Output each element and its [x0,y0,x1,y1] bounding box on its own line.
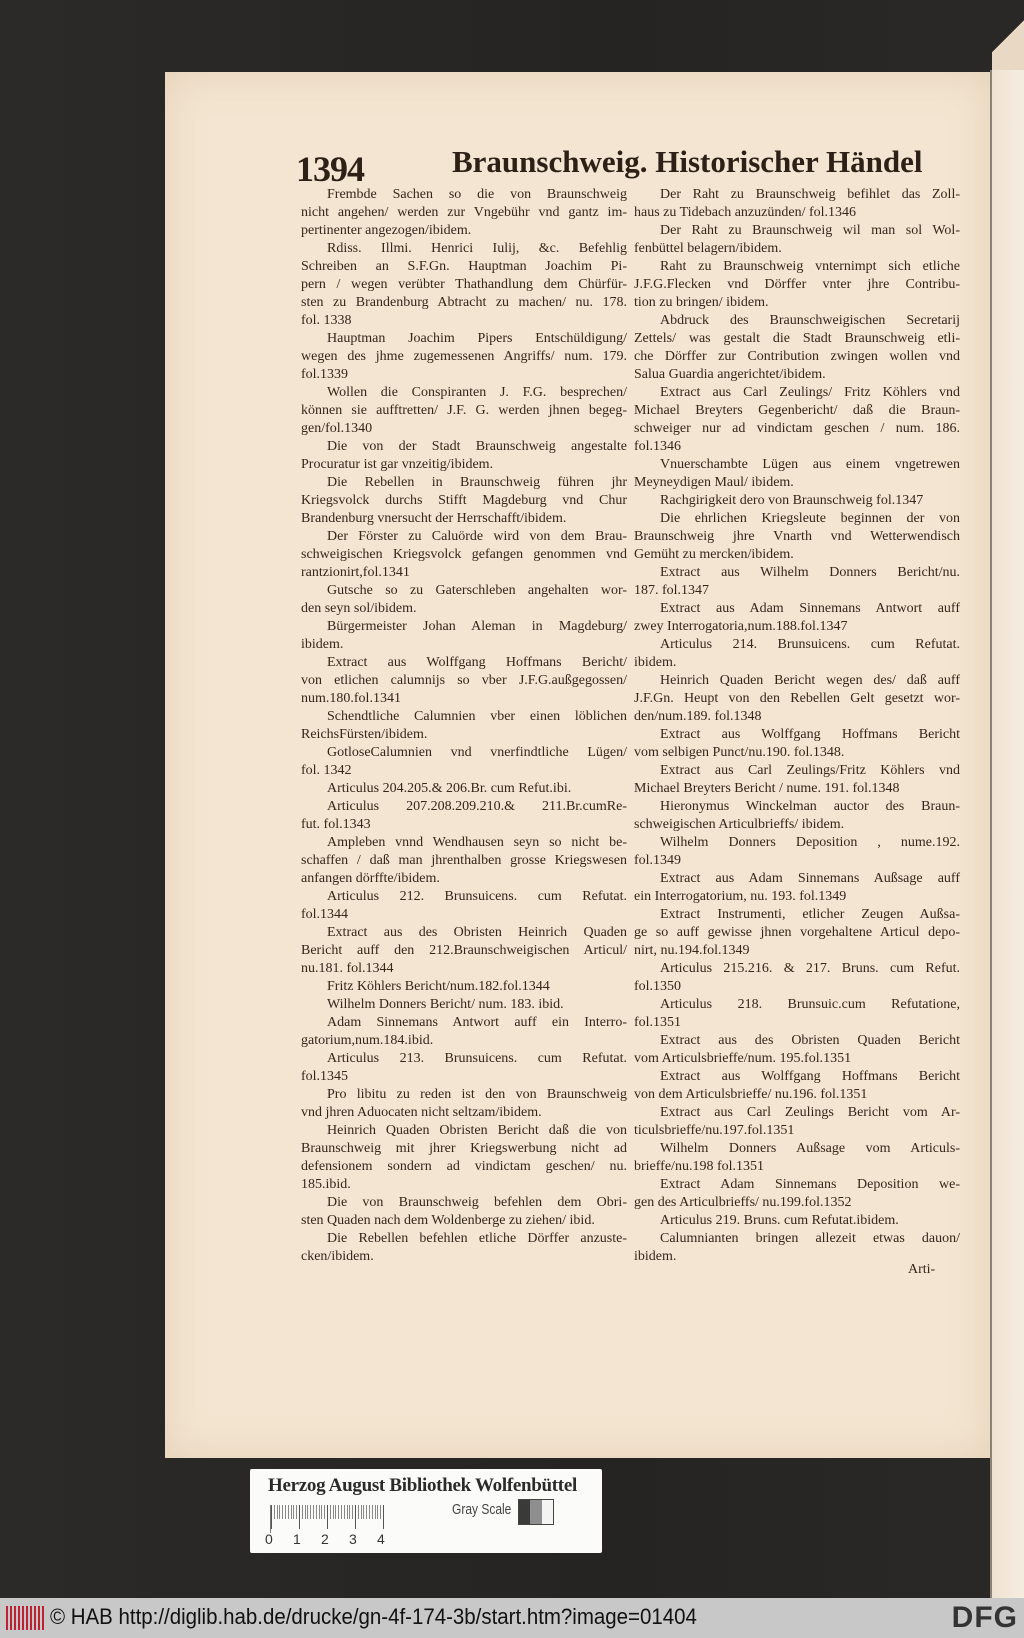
ruler-tick [369,1505,370,1519]
text-line: Der Raht zu Braunschweig befihlet das Zoll- [660,187,960,202]
text-line: fol.1339 [301,367,349,382]
text-line: vnd jhren Aduocaten nicht seltzam/ibidem. [301,1105,542,1120]
text-line: Articulus 204.205.& 206.Br. cum Refut.ibi. [327,781,572,796]
text-line: vom Articulsbrieffe/num. 195.fol.1351 [634,1051,852,1066]
index-entry [634,906,960,960]
index-entry [301,582,627,618]
index-entry [301,1014,627,1050]
text-line: Hauptman Joachim Pipers Entschüldigung/ [327,331,627,346]
index-entry [634,312,960,384]
text-line: schweigischen Articulbrieffs/ ibidem. [634,817,845,832]
left-column [301,186,627,1266]
index-entry [634,1104,960,1140]
text-line: Wilhelm Donners Bericht/ num. 183. ibid. [327,997,564,1012]
text-line: cken/ibidem. [301,1249,374,1264]
text-line: brieffe/nu.198 fol.1351 [634,1159,764,1174]
index-entry [634,186,960,222]
text-line: Der Förster zu Caluörde wird von dem Brau- [327,529,627,544]
text-line: Extract aus Wolffgang Hoffmans Bericht [660,727,960,742]
text-line: Articulus 218. Brunsuic.cum Refutatione, [660,997,960,1012]
index-entry [301,1230,627,1266]
footer-bar [0,1598,1024,1638]
index-entry [301,744,627,780]
text-line: Schreiben an S.F.Gn. Hauptman Joachim Pi- [301,259,627,274]
text-line: fol.1349 [634,853,682,868]
hab-logo-icon [6,1606,44,1630]
ruler-tick [330,1505,331,1519]
index-entry [634,726,960,762]
index-entry [634,1176,960,1212]
running-title: Braunschweig. Historischer Händel [452,144,923,179]
text-line: Meyneydigen Maul/ ibidem. [634,475,794,490]
text-line: fol.1350 [634,979,682,994]
ruler-tick [299,1505,300,1529]
text-line: gen des Articulbrieffs/ nu.199.fol.1352 [634,1195,852,1210]
text-line: Extract Instrumenti, etlicher Zeugen Außsa- [660,907,960,922]
index-entry [301,240,627,330]
text-line: schweigischen Kriegsvolck gefangen genommen vnd [301,547,627,562]
text-line: schweiger nur ad vindictam geschen / num. 186. [634,421,960,436]
index-entry [301,888,627,924]
text-line: fol.1346 [634,439,682,454]
text-line: Heinrich Quaden Obristen Bericht daß die von [327,1123,627,1138]
index-entry [634,996,960,1032]
text-line: nicht angehen/ werden zur Vngebühr vnd gantz im- [301,205,627,220]
index-entry [301,474,627,528]
source-url[interactable]: © HAB http://diglib.hab.de/drucke/gn-4f-174-3b/start.htm?image=01404 [50,1604,697,1629]
text-line: Schendtliche Calumnien vber einen löblichen [327,709,627,724]
index-entry [301,708,627,744]
text-line: pern / wegen verübter Thathandlung dem Chürfür- [301,277,627,292]
index-entry [634,834,960,870]
text-line: fol. 1342 [301,763,352,778]
ruler-tick [349,1505,350,1519]
text-line: Rachgirigkeit dero von Braunschweig fol.1347 [660,493,924,508]
gray-swatch-patch [530,1500,541,1524]
text-line: zwey Interrogatoria,num.188.fol.1347 [634,619,848,634]
text-line: können sie aufftretten/ J.F. G. werden jhnen begeg- [301,403,627,418]
index-entry [634,636,960,672]
text-line: ibidem. [634,1249,677,1264]
text-line: Wollen die Conspiranten J. F.G. besprechen/ [327,385,627,400]
text-line: Adam Sinnemans Antwort auff ein Interro- [327,1015,627,1030]
index-entry [301,384,627,438]
ruler-tick [338,1505,339,1519]
text-line: gen/fol.1340 [301,421,373,436]
gray-swatch-patch [519,1500,530,1524]
dfg-logo: DFG [951,1601,1018,1634]
text-line: fol.1345 [301,1069,349,1084]
index-entry [301,1086,627,1122]
library-name: Herzog August Bibliothek Wolfenbüttel [268,1475,577,1496]
text-line: Die von der Stadt Braunschweig angestalte [327,439,627,454]
text-line: Articulus 219. Bruns. cum Refutat.ibidem. [660,1213,899,1228]
text-line: Articulus 214. Brunsuicens. cum Refutat. [660,637,960,652]
text-line: den/num.189. fol.1348 [634,709,762,724]
ruler-tick [316,1505,317,1519]
text-line: anfangen dörffte/ibidem. [301,871,440,886]
text-line: 187. fol.1347 [634,583,710,598]
index-entry [301,924,627,978]
index-entry [634,870,960,906]
text-line: haus zu Tidebach anzuzünden/ fol.1346 [634,205,857,220]
index-entry [634,672,960,726]
text-line: ReichsFürsten/ibidem. [301,727,428,742]
text-line: Bericht auff den 212.Braunschweigischen Articul/ [301,943,627,958]
ruler-tick [271,1505,272,1529]
text-line: von dem Articulsbrieffe/ nu.196. fol.1351 [634,1087,868,1102]
text-line: ticulsbrieffe/nu.197.fol.1351 [634,1123,795,1138]
text-line: fol.1344 [301,907,349,922]
index-entry [634,258,960,312]
index-entry [301,1050,627,1086]
ruler-tick [285,1505,286,1519]
index-entry [301,438,627,474]
ruler-tick [288,1505,289,1519]
index-entry [634,1140,960,1176]
gray-scale-label: Gray Scale [452,1501,512,1518]
text-line: den seyn sol/ibidem. [301,601,417,616]
index-entry [301,654,627,708]
ruler-tick [293,1505,294,1519]
index-entry [301,798,627,834]
text-line: J.F.G.Flecken vnd Dörffer vnter jhre Contribu- [634,277,960,292]
text-line: Rdiss. Illmi. Henrici Iulij, &c. Befehlig [327,241,627,256]
index-entry [634,492,960,510]
ruler-tick [282,1505,283,1519]
index-entry [301,834,627,888]
text-line: GotloseCalumnien vnd vnerfindtliche Lügen/ [327,745,627,760]
text-line: ge so auff gewisse jhnen vorgehaltene Articul depo- [634,925,960,940]
text-line: wegen des jhme zugemessenen Angriffs/ num. 179. [301,349,627,364]
ruler-tick [375,1505,376,1519]
text-line: Abdruck des Braunschweigischen Secretarij [660,313,960,328]
index-entry [634,1212,960,1230]
text-line: Die Rebellen in Braunschweig führen jhr [327,475,627,490]
text-line: fut. fol.1343 [301,817,371,832]
ruler-tick [307,1505,308,1519]
catchword: Arti- [908,1262,936,1277]
text-line: tion zu bringen/ ibidem. [634,295,769,310]
text-line: ibidem. [301,637,344,652]
index-entry [634,1068,960,1104]
text-line: Die von Braunschweig befehlen dem Obri- [327,1195,627,1210]
ruler-tick [324,1505,325,1519]
text-line: fenbüttel belagern/ibidem. [634,241,782,256]
text-line: ibidem. [634,655,677,670]
ruler-tick [358,1505,359,1519]
text-line: defensionem sondern ad vindictam geschen/ nu. [301,1159,627,1174]
text-line: Gutsche so zu Gaterschleben angehalten wor- [327,583,627,598]
text-line: sten zu Brandenburg Abtracht zu machen/ nu. 178. [301,295,627,310]
index-entry [301,1194,627,1230]
ruler-number: 3 [349,1531,357,1547]
ruler-tick [291,1505,292,1519]
ruler-number: 4 [377,1531,385,1547]
text-line: Procuratur ist gar vnzeitig/ibidem. [301,457,494,472]
ruler-tick [380,1505,381,1519]
index-entry [301,978,627,996]
color-calibration-card [250,1469,602,1553]
text-line: Extract aus Adam Sinnemans Außsage auff [660,871,960,886]
ruler-tick [335,1505,336,1519]
text-line: Braunschweig jhre Vnarth vnd Wetterwendisch [634,529,960,544]
index-entry [301,618,627,654]
ruler-tick [366,1505,367,1519]
text-line: num.180.fol.1341 [301,691,401,706]
ruler-tick [355,1505,356,1529]
text-line: Die Rebellen befehlen etliche Dörffer anzuste- [327,1231,627,1246]
text-line: Extract Adam Sinnemans Deposition we- [660,1177,960,1192]
ruler-tick [321,1505,322,1519]
text-line: 185.ibid. [301,1177,351,1192]
index-entry [301,996,627,1014]
ruler-tick [279,1505,280,1519]
text-line: Gemüht zu mercken/ibidem. [634,547,794,562]
text-line: ein Interrogatorium, nu. 193. fol.1349 [634,889,847,904]
ruler-tick [296,1505,297,1519]
text-line: von etlichen calumnijs so vber J.F.G.außgegossen/ [301,673,627,688]
text-line: rantzionirt,fol.1341 [301,565,410,580]
text-line: Extract aus Wolffgang Hoffmans Bericht [660,1069,960,1084]
text-line: J.F.Gn. Heupt von den Rebellen Gelt gesetzt wor- [634,691,960,706]
ruler-tick [333,1505,334,1519]
index-entry [634,600,960,636]
text-line: Michael Breyters Gegenbericht/ daß die Braun- [634,403,960,418]
ruler-tick [361,1505,362,1519]
ruler-number: 0 [265,1531,273,1547]
ruler-tick [274,1505,275,1519]
ruler-tick [313,1505,314,1519]
text-line: Raht zu Braunschweig vnternimpt sich etliche [660,259,960,274]
right-column [634,186,960,1266]
index-entry [301,1122,627,1194]
index-entry [301,780,627,798]
text-line: Extract aus des Obristen Heinrich Quaden [327,925,627,940]
index-entry [634,960,960,996]
adjacent-page-edge [990,70,1024,1598]
index-entry [634,762,960,798]
text-line: Extract aus Carl Zeulings/Fritz Köhlers vnd [660,763,960,778]
ruler-number: 1 [293,1531,301,1547]
index-entry [634,1230,960,1266]
text-line: gatorium,num.184.ibid. [301,1033,434,1048]
text-line: Braunschweig mit jhrer Kriegswerbung nicht ad [301,1141,627,1156]
text-line: Vnuerschambte Lügen aus einem vngetrewen [660,457,960,472]
text-line: Extract aus Carl Zeulings/ Fritz Köhlers vnd [660,385,960,400]
ruler-tick [383,1505,384,1529]
text-line: Extract aus Wolffgang Hoffmans Bericht/ [327,655,627,670]
text-line: Extract aus Adam Sinnemans Antwort auff [660,601,960,616]
text-line: Wilhelm Donners Deposition , nume.192. [660,835,960,850]
ruler-tick [327,1505,328,1529]
ruler-tick [372,1505,373,1519]
text-line: Articulus 215.216. & 217. Bruns. cum Refut. [660,961,960,976]
ruler-tick [347,1505,348,1519]
text-line: Frembde Sachen so die von Braunschweig [327,187,627,202]
text-line: Articulus 207.208.209.210.& 211.Br.cumRe- [327,799,627,814]
text-line: Wilhelm Donners Außsage vom Articuls- [660,1141,960,1156]
text-line: Articulus 212. Brunsuicens. cum Refutat. [327,889,627,904]
index-entry [634,798,960,834]
ruler-tick [310,1505,311,1519]
ruler-tick [341,1505,342,1519]
index-entry [634,1032,960,1068]
ruler-tick [344,1505,345,1519]
ruler-tick [305,1505,306,1519]
gray-swatch-patch [542,1500,553,1524]
text-line: Heinrich Quaden Bericht wegen des/ daß auff [660,673,960,688]
text-line: Extract aus Wilhelm Donners Bericht/nu. [660,565,960,580]
page-number: 1394 [296,149,364,189]
text-line: Extract aus des Obristen Quaden Bericht [660,1033,960,1048]
text-line: Fritz Köhlers Bericht/num.182.fol.1344 [327,979,550,994]
text-line: fol. 1338 [301,313,352,328]
text-line: nirt, nu.194.fol.1349 [634,943,750,958]
text-line: Bürgermeister Johan Aleman in Magdeburg/ [327,619,627,634]
index-entry [634,456,960,492]
gray-scale-swatch [518,1499,554,1525]
text-line: Der Raht zu Braunschweig wil man sol Wol- [660,223,960,238]
text-line: Pro libitu zu reden ist den von Braunschweig [327,1087,627,1102]
ruler-scale [270,1505,383,1533]
index-entry [634,222,960,258]
ruler-tick [319,1505,320,1519]
text-line: Hieronymus Winckelman auctor des Braun- [660,799,960,814]
index-entry [301,528,627,582]
text-line: Brandenburg vnersucht der Herrschafft/ibidem. [301,511,567,526]
ruler-tick [377,1505,378,1519]
text-line: schaffen / daß man jhrenthalben grosse Kriegswesen [301,853,627,868]
ruler-tick [302,1505,303,1519]
text-line: che Dörffer zur Contribution zwingen wollen vnd [634,349,960,364]
text-line: Salua Guardia angerichtet/ibidem. [634,367,826,382]
text-line: fol.1351 [634,1015,682,1030]
text-line: vom selbigen Punct/nu.190. fol.1348. [634,745,845,760]
text-line: Kriegsvolck durchs Stifft Magdeburg vnd Chur [301,493,627,508]
text-line: Ampleben vnnd Wendhausen seyn so nicht be- [327,835,627,850]
ruler-tick [277,1505,278,1519]
text-line: Zettels/ was gestalt die Stadt Braunschweig etli- [634,331,960,346]
text-line: sten Quaden nach dem Woldenberge zu ziehen/ ibid. [301,1213,595,1228]
index-entry [634,510,960,564]
index-entry [634,384,960,456]
index-entry [301,186,627,240]
ruler-tick [363,1505,364,1519]
ruler-number: 2 [321,1531,329,1547]
index-entry [301,330,627,384]
ruler-tick [352,1505,353,1519]
text-line: Calumnianten bringen allezeit etwas dauon/ [660,1231,960,1246]
text-line: Die ehrlichen Kriegsleute beginnen der von [660,511,960,526]
index-entry [634,564,960,600]
text-line: Extract aus Carl Zeulings Bericht vom Ar- [660,1105,960,1120]
text-line: pertinenter angezogen/ibidem. [301,223,472,238]
text-line: Articulus 213. Brunsuicens. cum Refutat. [327,1051,627,1066]
text-line: nu.181. fol.1344 [301,961,394,976]
text-line: Michael Breyters Bericht / nume. 191. fol.1348 [634,781,900,796]
